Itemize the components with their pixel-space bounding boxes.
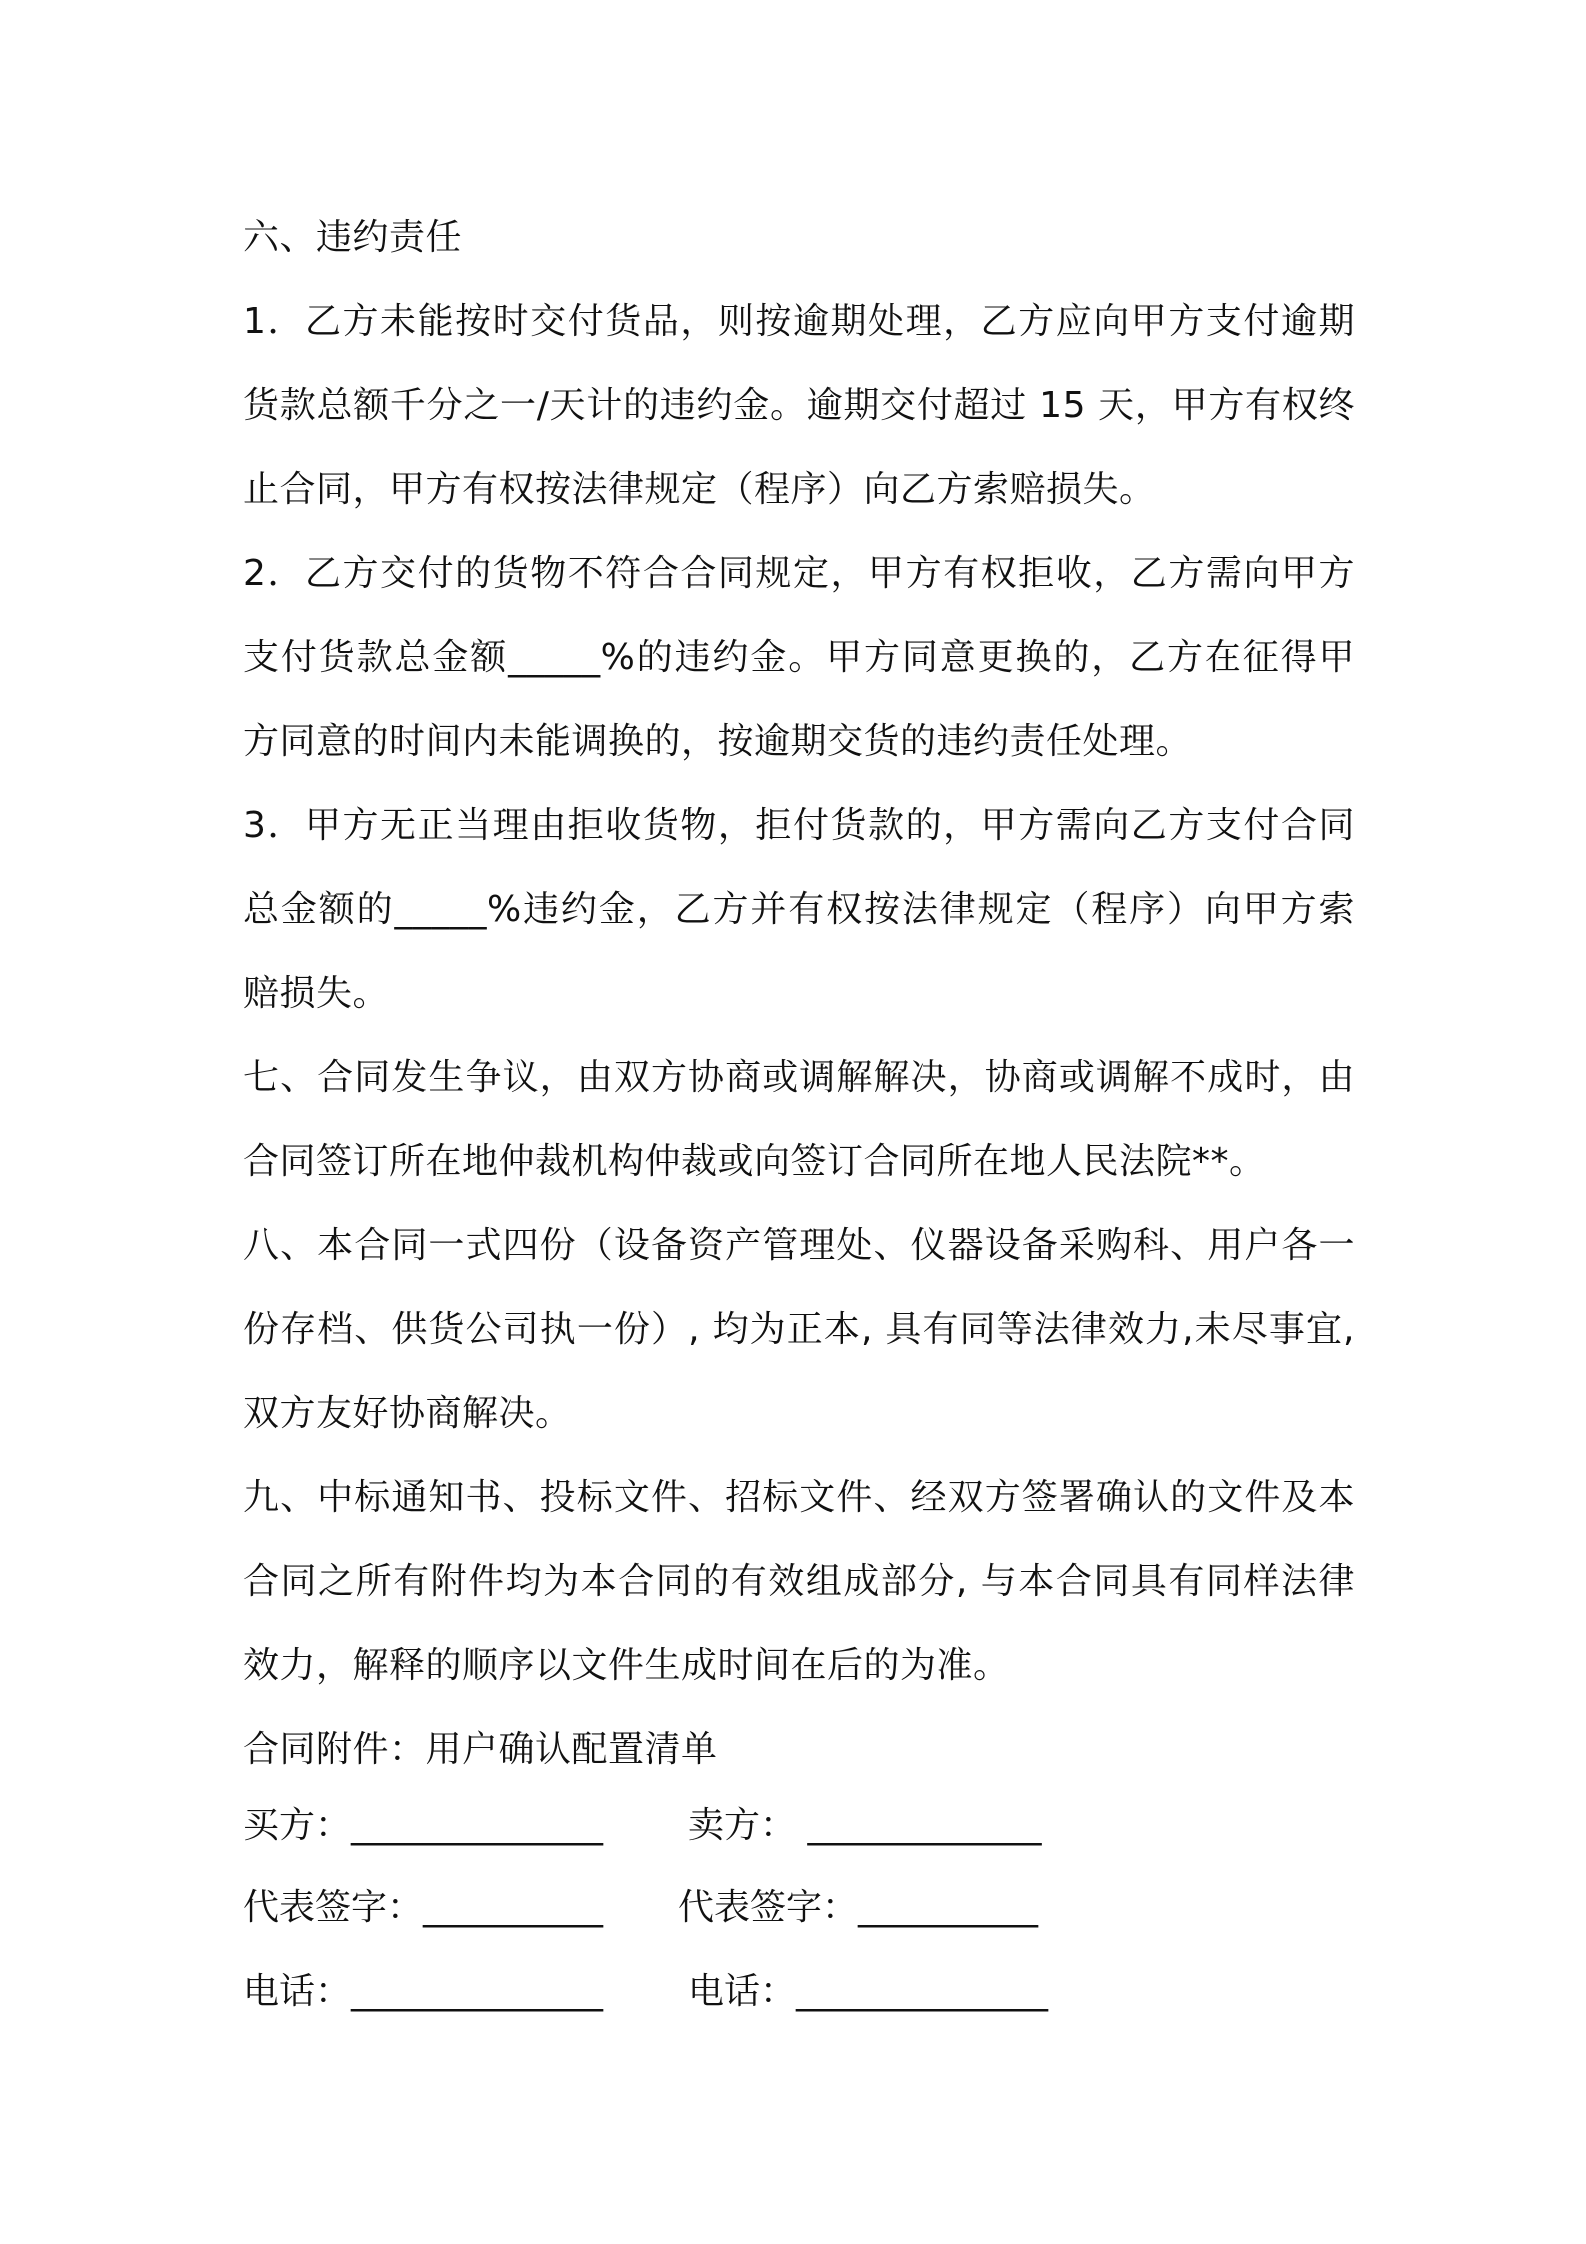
section-6-item-2-line-2: 支付货款总金额_____%的违约金。甲方同意更换的，乙方在征得甲 [243, 637, 1355, 678]
section-6-heading: 六、违约责任 [243, 217, 463, 258]
seller-phone-field: 电话：______________ [688, 1971, 1049, 2012]
section-8-line-3: 双方友好协商解决。 [243, 1393, 572, 1434]
section-6-item-3-line-3: 赔损失。 [243, 973, 390, 1014]
section-6-item-2-line-3: 方同意的时间内未能调换的，按逾期交货的违约责任处理。 [243, 721, 1193, 762]
section-7-line-1: 七、合同发生争议，由双方协商或调解解决，协商或调解不成时，由 [243, 1057, 1355, 1098]
buyer-phone-field: 电话：______________ [243, 1971, 604, 2012]
section-6-item-3-line-1: 3．甲方无正当理由拒收货物，拒付货款的，甲方需向乙方支付合同 [243, 805, 1355, 846]
signature-row-phones [243, 1950, 1355, 2034]
section-6-item-1-line-2: 货款总额千分之一/天计的违约金。逾期交付超过 15 天，甲方有权终 [243, 385, 1355, 426]
section-8-line-1: 八、本合同一式四份（设备资产管理处、仪器设备采购科、用户各一 [243, 1225, 1355, 1266]
section-9-line-3: 效力，解释的顺序以文件生成时间在后的为准。 [243, 1645, 1010, 1686]
attachment-line: 合同附件：用户确认配置清单 [243, 1729, 718, 1770]
contract-body [243, 196, 1355, 1792]
section-6-item-1-line-1: 1．乙方未能按时交付货品，则按逾期处理，乙方应向甲方支付逾期 [243, 301, 1355, 342]
section-6-item-1-line-3: 止合同，甲方有权按法律规定（程序）向乙方索赔损失。 [243, 469, 1156, 510]
buyer-representative-field: 代表签字：__________ [243, 1887, 604, 1928]
section-9-line-1: 九、中标通知书、投标文件、招标文件、经双方签署确认的文件及本 [243, 1477, 1355, 1518]
seller-representative-field: 代表签字：__________ [678, 1887, 1039, 1928]
section-6-item-3-line-2: 总金额的_____%违约金，乙方并有权按法律规定（程序）向甲方索 [243, 889, 1355, 930]
section-7-line-2: 合同签订所在地仲裁机构仲裁或向签订合同所在地人民法院**。 [243, 1141, 1266, 1182]
signature-row-buyer-seller [243, 1784, 1355, 1868]
section-6-item-2-line-1: 2．乙方交付的货物不符合合同规定，甲方有权拒收，乙方需向甲方 [243, 553, 1355, 594]
section-9-line-2: 合同之所有附件均为本合同的有效组成部分, 与本合同具有同样法律 [243, 1561, 1355, 1602]
section-8-line-2: 份存档、供货公司执一份）, 均为正本, 具有同等法律效力,未尽事宜, [243, 1309, 1355, 1350]
signature-row-representatives [243, 1866, 1355, 1950]
seller-field: 卖方： _____________ [688, 1805, 1042, 1846]
buyer-field: 买方：______________ [243, 1805, 604, 1846]
